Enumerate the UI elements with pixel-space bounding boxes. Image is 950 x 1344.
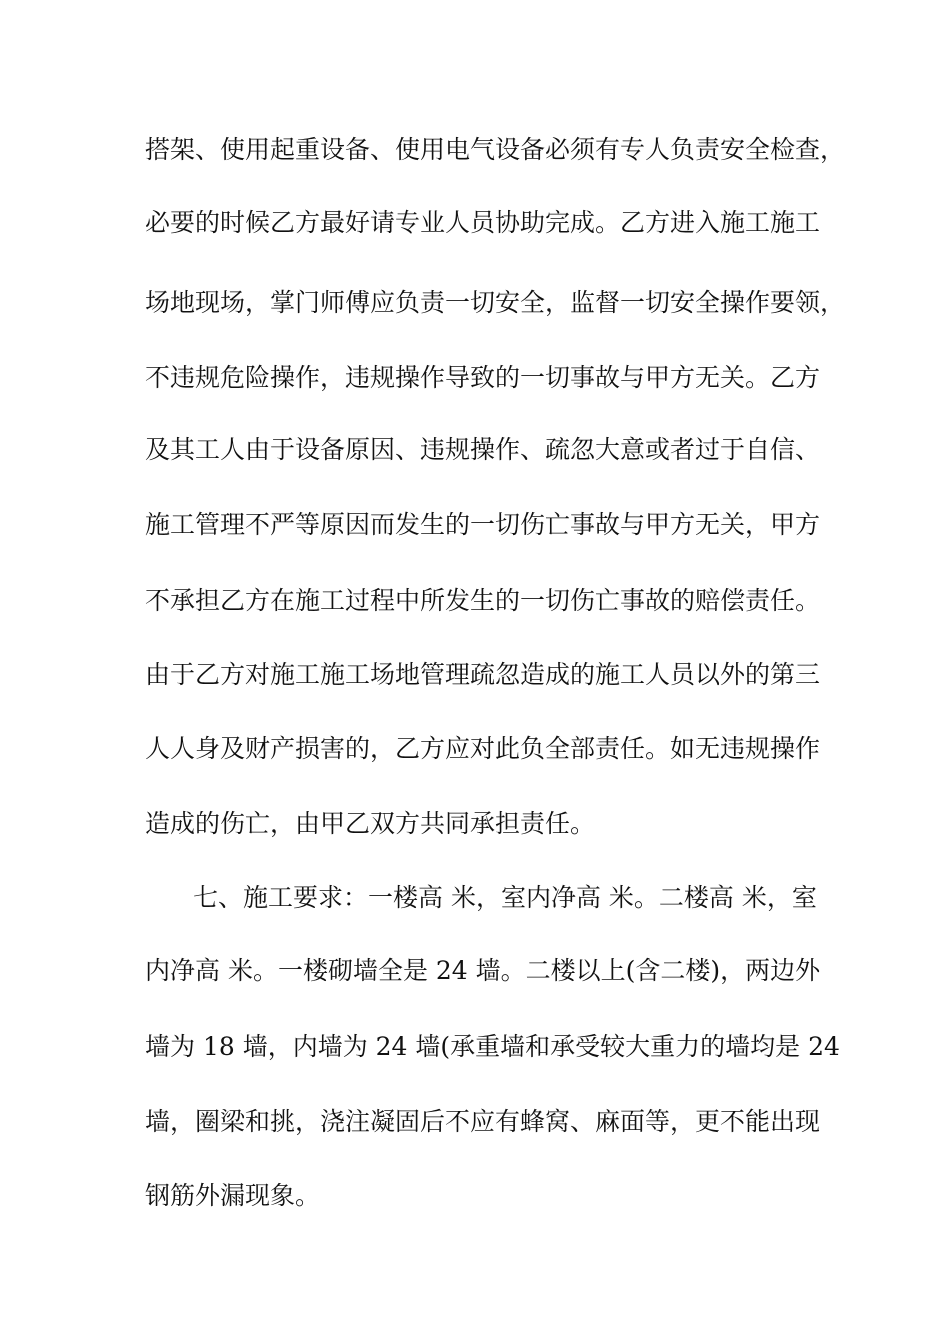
text-line-12: 内净高 米。一楼砌墙全是 24 墙。二楼以上(含二楼)，两边外: [145, 956, 821, 985]
text-line-6: 施工管理不严等原因而发生的一切伤亡事故与甲方无关，甲方: [145, 510, 821, 539]
text-line-11: 七、施工要求：一楼高 米，室内净高 米。二楼高 米，室: [193, 883, 817, 912]
text-line-14: 墙，圈梁和挑，浇注凝固后不应有蜂窝、麻面等，更不能出现: [145, 1107, 821, 1136]
text-line-8: 由于乙方对施工施工场地管理疏忽造成的施工人员以外的第三: [145, 660, 821, 689]
text-line-3: 场地现场，掌门师傅应负责一切安全，监督一切安全操作要领，: [145, 288, 846, 317]
text-line-13: 墙为 18 墙，内墙为 24 墙(承重墙和承受较大重力的墙均是 24: [145, 1032, 840, 1061]
text-line-10: 造成的伤亡，由甲乙双方共同承担责任。: [145, 809, 596, 838]
text-line-15: 钢筋外漏现象。: [145, 1181, 321, 1210]
text-line-5: 及其工人由于设备原因、违规操作、疏忽大意或者过于自信、: [145, 435, 821, 464]
text-line-2: 必要的时候乙方最好请专业人员协助完成。乙方进入施工施工: [145, 208, 821, 237]
text-line-9: 人人身及财产损害的，乙方应对此负全部责任。如无违规操作: [145, 734, 821, 763]
text-line-4: 不违规危险操作，违规操作导致的一切事故与甲方无关。乙方: [145, 363, 821, 392]
text-line-1: 搭架、使用起重设备、使用电气设备必须有专人负责安全检查，: [145, 135, 846, 164]
text-line-7: 不承担乙方在施工过程中所发生的一切伤亡事故的赔偿责任。: [145, 586, 821, 615]
